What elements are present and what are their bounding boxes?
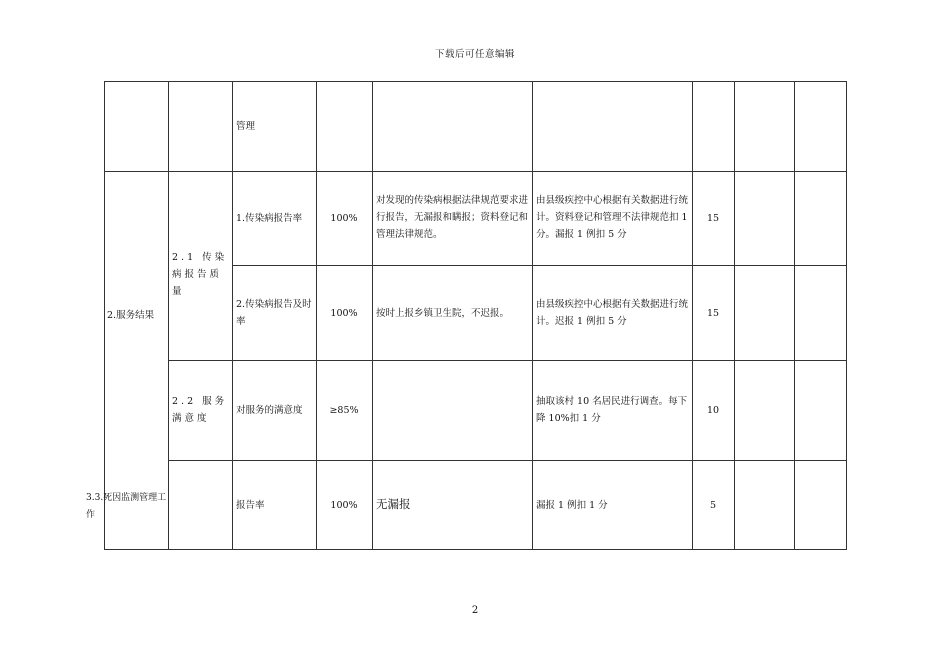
cell-method-2: 由县级疾控中心根据有关数据进行统计。迟报 1 例扣 5 分 — [536, 299, 689, 327]
cell-indicator-satisfaction: 对服务的满意度 — [236, 405, 303, 416]
row-divider-3 — [168, 360, 846, 361]
cell-method-4: 漏报 1 例扣 1 分 — [536, 500, 608, 511]
cell-method-1: 由县级疾控中心根据有关数据进行统计。资料登记和管理不法律规范扣 1 分。漏报 1 例扣 5 分 — [536, 195, 689, 240]
cell-satisfaction-category: 2.2 服务满意度 — [172, 396, 228, 424]
cell-service-result: 2.服务结果 — [107, 310, 155, 321]
cell-target-2: 100% — [330, 308, 358, 319]
page-number: 2 — [471, 605, 479, 616]
cell-target-4: 100% — [330, 500, 358, 511]
cell-score-4: 5 — [709, 500, 717, 511]
cell-indicator-report-rate: 1.传染病报告率 — [236, 213, 303, 224]
cell-target-1: 100% — [330, 213, 358, 224]
page-header: 下载后可任意编辑 — [434, 49, 515, 60]
col-border-9 — [846, 81, 847, 550]
cell-section-3-3: 3.3.死因监测管理工作 — [86, 493, 167, 520]
col-border-4 — [372, 81, 373, 550]
cell-target-3: ≥85% — [329, 405, 359, 416]
cell-management: 管理 — [236, 121, 256, 132]
cell-standard-2: 按时上报乡镇卫生院，不迟报。 — [376, 308, 510, 319]
cell-score-3: 10 — [706, 405, 720, 416]
col-border-8 — [794, 81, 795, 550]
cell-indicator-timeliness: 2.传染病报告及时率 — [236, 299, 312, 327]
cell-score-1: 15 — [706, 213, 720, 224]
row-divider-2a — [232, 265, 846, 266]
cell-score-2: 15 — [706, 308, 720, 319]
cell-standard-4: 无漏报 — [376, 497, 411, 511]
col-border-0 — [104, 81, 105, 550]
col-border-5 — [532, 81, 533, 550]
cell-standard-1: 对发现的传染病根据法律规范要求进行报告，无漏报和瞒报；资料登记和管理法律规范。 — [376, 195, 529, 240]
cell-method-3: 抽取该村 10 名居民进行调查。每下降 10%扣 1 分 — [536, 396, 688, 424]
cell-report-quality: 2.1 传染病报告质量 — [172, 252, 228, 297]
col-border-1 — [168, 81, 169, 550]
col-border-2 — [232, 81, 233, 550]
row-divider-4 — [168, 460, 846, 461]
cell-indicator-report-rate-2: 报告率 — [236, 500, 265, 511]
col-border-7 — [734, 81, 735, 550]
